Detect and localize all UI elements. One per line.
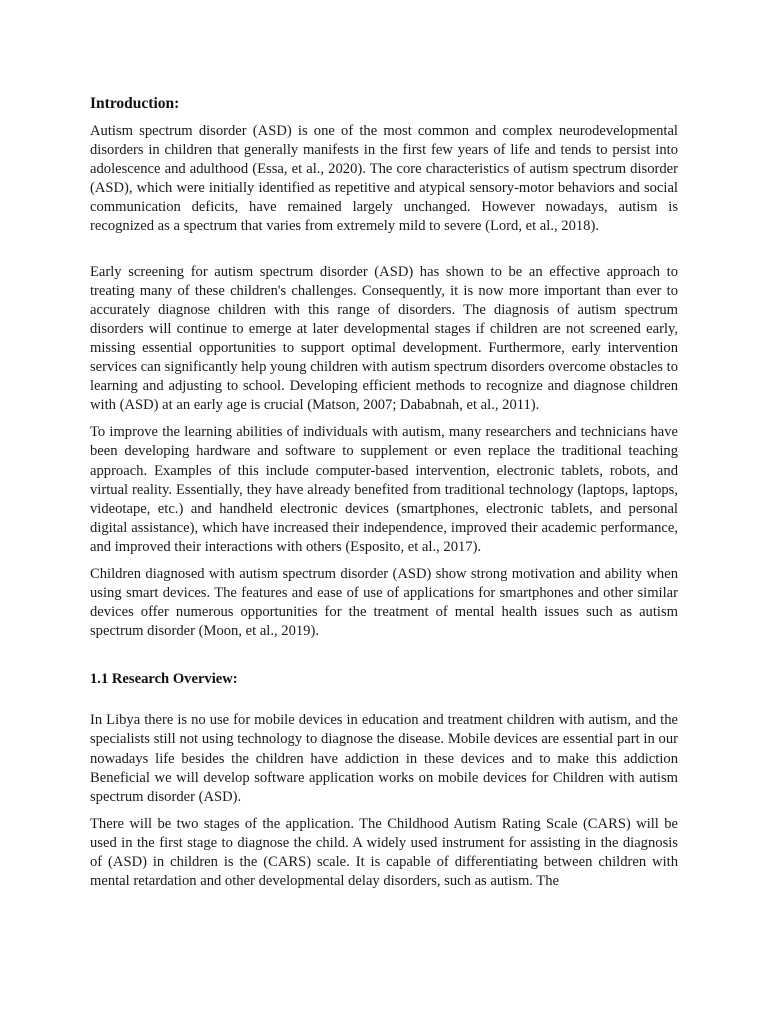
introduction-paragraph-2: Early screening for autism spectrum disorder (ASD) has shown to be an effective approach to treating many of these children's challenges. Consequently, it is now more important than ever to accurately diagnose children with this range of disorders. The diagnosis of autism spectrum disorders will continue to emerge at later developmental stages if children are not screened early, missing essential opportunities to support optimal development. Furthermore, early intervention services can significantly help young children with autism spectrum disorders overcome obstacles to learning and adjusting to school. Developing efficient methods to recognize and diagnose children with (ASD) at an early age is crucial (Matson, 2007; Dababnah, et al., 2011). (90, 263, 678, 414)
introduction-paragraph-1: Autism spectrum disorder (ASD) is one of the most common and complex neurodevelopmental disorders in children that generally manifests in the first few years of life and tends to persist into adolescence and adulthood (Essa, et al., 2020). The core characteristics of autism spectrum disorder (ASD), which were initially identified as repetitive and atypical sensory-motor behaviors and social communication deficits, have remained largely unchanged. However nowadays, autism is recognized as a spectrum that varies from extremely mild to severe (Lord, et al., 2018). (90, 123, 678, 235)
document-page (90, 94, 678, 891)
introduction-paragraph-4: Children diagnosed with autism spectrum disorder (ASD) show strong motivation and ability when using smart devices. The features and ease of use of applications for smartphones and other similar devices offer numerous opportunities for the treatment of mental health issues such as autism spectrum disorder (Moon, et al., 2019). (90, 565, 678, 640)
research-overview-heading: 1.1 Research Overview: (90, 671, 238, 688)
introduction-heading: Introduction: (90, 95, 180, 112)
research-overview-paragraph-1: In Libya there is no use for mobile devices in education and treatment children with autism, and the specialists still not using technology to diagnose the disease. Mobile devices are essential part in our nowadays life besides the children have addiction in these devices and to make this addiction Beneficial we will develop software application works on mobile devices for Children with autism spectrum disorder (ASD). (90, 712, 678, 805)
introduction-paragraph-3: To improve the learning abilities of individuals with autism, many researchers and technicians have been developing hardware and software to supplement or even replace the traditional teaching approach. Examples of this include computer-based intervention, electronic tablets, robots, and virtual reality. Essentially, they have already benefited from traditional technology (laptops, laptops, videotape, etc.) and handheld electronic devices (smartphones, electronic tablets, and personal digital assistance), which have increased their independence, improved their academic performance, and improved their interactions with others (Esposito, et al., 2017). (90, 424, 678, 555)
research-overview-paragraph-2: There will be two stages of the application. The Childhood Autism Rating Scale (CARS) will be used in the first stage to diagnose the child. A widely used instrument for assisting in the diagnosis of (ASD) in children is the (CARS) scale. It is capable of differentiating between children with mental retardation and other developmental delay disorders, such as autism. The (90, 815, 678, 890)
